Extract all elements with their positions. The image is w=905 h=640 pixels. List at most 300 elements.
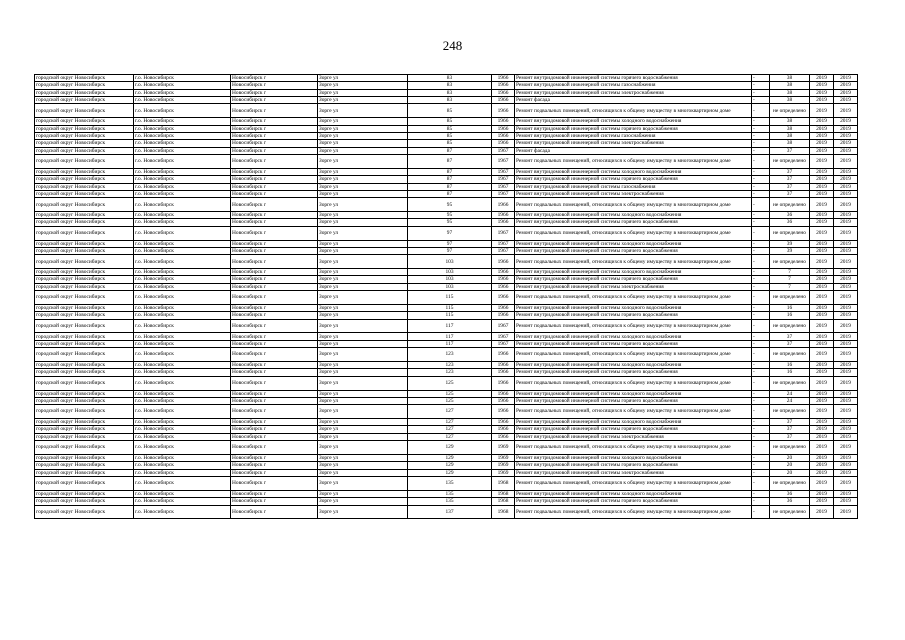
house-number-cell: 125 bbox=[408, 390, 492, 397]
municipality-cell: г.о. Новосибирск bbox=[134, 147, 231, 154]
district-cell: городской округ Новосибирск bbox=[35, 304, 134, 311]
street-cell: Зорге ул bbox=[318, 147, 408, 154]
start-year-cell: 2019 bbox=[810, 405, 834, 419]
street-cell: Зорге ул bbox=[318, 89, 408, 96]
street-cell: Зорге ул bbox=[318, 362, 408, 369]
municipality-cell: г.о. Новосибирск bbox=[134, 441, 231, 455]
end-year-cell: 2019 bbox=[834, 82, 858, 89]
work-type-cell: Ремонт подвальных помещений, относящихся к общему имуществу в многоквартирном доме bbox=[515, 441, 752, 455]
table-row bbox=[35, 490, 858, 497]
area-cell: 38 bbox=[770, 118, 810, 125]
end-year-cell: 2019 bbox=[834, 89, 858, 96]
municipality-cell: г.о. Новосибирск bbox=[134, 419, 231, 426]
settlement-cell: Новосибирск г bbox=[231, 183, 318, 190]
area-cell: не определено bbox=[770, 255, 810, 269]
area-cell: 7 bbox=[770, 276, 810, 283]
house-number-cell: 117 bbox=[408, 340, 492, 347]
street-cell: Зорге ул bbox=[318, 333, 408, 340]
street-cell: Зорге ул bbox=[318, 490, 408, 497]
settlement-cell: Новосибирск г bbox=[231, 476, 318, 490]
end-year-cell: 2019 bbox=[834, 147, 858, 154]
work-type-cell: Ремонт внутридомовой инженерной системы холодного водоснабжения bbox=[515, 304, 752, 311]
district-cell: городской округ Новосибирск bbox=[35, 369, 134, 376]
dash-cell: - bbox=[752, 255, 770, 269]
municipality-cell: г.о. Новосибирск bbox=[134, 405, 231, 419]
end-year-cell: 2019 bbox=[834, 97, 858, 104]
house-number-cell: 83 bbox=[408, 82, 492, 89]
work-type-cell: Ремонт внутридомовой инженерной системы электроснабжения bbox=[515, 89, 752, 96]
district-cell: городской округ Новосибирск bbox=[35, 75, 134, 82]
table-row bbox=[35, 276, 858, 283]
settlement-cell: Новосибирск г bbox=[231, 490, 318, 497]
year-built-cell: 1966 bbox=[492, 426, 515, 433]
start-year-cell: 2019 bbox=[810, 505, 834, 519]
house-number-cell: 125 bbox=[408, 397, 492, 404]
house-number-cell: 115 bbox=[408, 312, 492, 319]
district-cell: городской округ Новосибирск bbox=[35, 247, 134, 254]
area-cell: 37 bbox=[770, 147, 810, 154]
district-cell: городской округ Новосибирск bbox=[35, 454, 134, 461]
work-type-cell: Ремонт внутридомовой инженерной системы холодного водоснабжения bbox=[515, 240, 752, 247]
settlement-cell: Новосибирск г bbox=[231, 419, 318, 426]
start-year-cell: 2019 bbox=[810, 312, 834, 319]
work-type-cell: Ремонт внутридомовой инженерной системы газоснабжения bbox=[515, 132, 752, 139]
dash-cell: - bbox=[752, 155, 770, 169]
street-cell: Зорге ул bbox=[318, 104, 408, 118]
area-cell: не определено bbox=[770, 104, 810, 118]
district-cell: городской округ Новосибирск bbox=[35, 176, 134, 183]
work-type-cell: Ремонт подвальных помещений, относящихся к общему имуществу в многоквартирном доме bbox=[515, 476, 752, 490]
table-row bbox=[35, 82, 858, 89]
table-row bbox=[35, 419, 858, 426]
house-number-cell: 103 bbox=[408, 276, 492, 283]
street-cell: Зорге ул bbox=[318, 397, 408, 404]
district-cell: городской округ Новосибирск bbox=[35, 155, 134, 169]
year-built-cell: 1968 bbox=[492, 490, 515, 497]
work-type-cell: Ремонт внутридомовой инженерной системы холодного водоснабжения bbox=[515, 490, 752, 497]
municipality-cell: г.о. Новосибирск bbox=[134, 89, 231, 96]
area-cell: 38 bbox=[770, 140, 810, 147]
repair-schedule-table bbox=[34, 74, 858, 519]
start-year-cell: 2019 bbox=[810, 168, 834, 175]
dash-cell: - bbox=[752, 319, 770, 333]
street-cell: Зорге ул bbox=[318, 469, 408, 476]
table-row bbox=[35, 147, 858, 154]
year-built-cell: 1966 bbox=[492, 219, 515, 226]
dash-cell: - bbox=[752, 498, 770, 505]
area-cell: 16 bbox=[770, 369, 810, 376]
settlement-cell: Новосибирск г bbox=[231, 97, 318, 104]
settlement-cell: Новосибирск г bbox=[231, 212, 318, 219]
municipality-cell: г.о. Новосибирск bbox=[134, 462, 231, 469]
year-built-cell: 1967 bbox=[492, 340, 515, 347]
start-year-cell: 2019 bbox=[810, 219, 834, 226]
year-built-cell: 1967 bbox=[492, 168, 515, 175]
year-built-cell: 1966 bbox=[492, 304, 515, 311]
end-year-cell: 2019 bbox=[834, 276, 858, 283]
start-year-cell: 2019 bbox=[810, 333, 834, 340]
house-number-cell: 95 bbox=[408, 198, 492, 212]
house-number-cell: 97 bbox=[408, 240, 492, 247]
end-year-cell: 2019 bbox=[834, 104, 858, 118]
start-year-cell: 2019 bbox=[810, 454, 834, 461]
work-type-cell: Ремонт внутридомовой инженерной системы холодного водоснабжения bbox=[515, 212, 752, 219]
house-number-cell: 123 bbox=[408, 369, 492, 376]
table-row bbox=[35, 247, 858, 254]
end-year-cell: 2019 bbox=[834, 269, 858, 276]
work-type-cell: Ремонт внутридомовой инженерной системы горячего водоснабжения bbox=[515, 219, 752, 226]
district-cell: городской округ Новосибирск bbox=[35, 441, 134, 455]
district-cell: городской округ Новосибирск bbox=[35, 198, 134, 212]
end-year-cell: 2019 bbox=[834, 132, 858, 139]
table-row bbox=[35, 369, 858, 376]
house-number-cell: 85 bbox=[408, 140, 492, 147]
settlement-cell: Новосибирск г bbox=[231, 276, 318, 283]
municipality-cell: г.о. Новосибирск bbox=[134, 505, 231, 519]
table-row bbox=[35, 283, 858, 290]
dash-cell: - bbox=[752, 426, 770, 433]
municipality-cell: г.о. Новосибирск bbox=[134, 269, 231, 276]
year-built-cell: 1966 bbox=[492, 433, 515, 440]
end-year-cell: 2019 bbox=[834, 190, 858, 197]
end-year-cell: 2019 bbox=[834, 304, 858, 311]
municipality-cell: г.о. Новосибирск bbox=[134, 155, 231, 169]
year-built-cell: 1969 bbox=[492, 462, 515, 469]
street-cell: Зорге ул bbox=[318, 340, 408, 347]
end-year-cell: 2019 bbox=[834, 283, 858, 290]
work-type-cell: Ремонт внутридомовой инженерной системы горячего водоснабжения bbox=[515, 75, 752, 82]
street-cell: Зорге ул bbox=[318, 304, 408, 311]
dash-cell: - bbox=[752, 226, 770, 240]
settlement-cell: Новосибирск г bbox=[231, 255, 318, 269]
municipality-cell: г.о. Новосибирск bbox=[134, 97, 231, 104]
work-type-cell: Ремонт внутридомовой инженерной системы газоснабжения bbox=[515, 82, 752, 89]
street-cell: Зорге ул bbox=[318, 140, 408, 147]
settlement-cell: Новосибирск г bbox=[231, 304, 318, 311]
house-number-cell: 87 bbox=[408, 183, 492, 190]
municipality-cell: г.о. Новосибирск bbox=[134, 304, 231, 311]
table-row bbox=[35, 348, 858, 362]
street-cell: Зорге ул bbox=[318, 219, 408, 226]
end-year-cell: 2019 bbox=[834, 155, 858, 169]
dash-cell: - bbox=[752, 376, 770, 390]
settlement-cell: Новосибирск г bbox=[231, 498, 318, 505]
work-type-cell: Ремонт внутридомовой инженерной системы горячего водоснабжения bbox=[515, 247, 752, 254]
settlement-cell: Новосибирск г bbox=[231, 376, 318, 390]
area-cell: 24 bbox=[770, 390, 810, 397]
area-cell: не определено bbox=[770, 476, 810, 490]
year-built-cell: 1967 bbox=[492, 333, 515, 340]
table-row bbox=[35, 198, 858, 212]
dash-cell: - bbox=[752, 190, 770, 197]
area-cell: не определено bbox=[770, 291, 810, 305]
settlement-cell: Новосибирск г bbox=[231, 454, 318, 461]
table-row bbox=[35, 168, 858, 175]
municipality-cell: г.о. Новосибирск bbox=[134, 319, 231, 333]
start-year-cell: 2019 bbox=[810, 376, 834, 390]
end-year-cell: 2019 bbox=[834, 469, 858, 476]
house-number-cell: 137 bbox=[408, 505, 492, 519]
street-cell: Зорге ул bbox=[318, 183, 408, 190]
table-row bbox=[35, 226, 858, 240]
area-cell: не определено bbox=[770, 226, 810, 240]
house-number-cell: 85 bbox=[408, 118, 492, 125]
dash-cell: - bbox=[752, 82, 770, 89]
end-year-cell: 2019 bbox=[834, 198, 858, 212]
end-year-cell: 2019 bbox=[834, 140, 858, 147]
start-year-cell: 2019 bbox=[810, 125, 834, 132]
district-cell: городской округ Новосибирск bbox=[35, 276, 134, 283]
table-row bbox=[35, 176, 858, 183]
year-built-cell: 1968 bbox=[492, 505, 515, 519]
municipality-cell: г.о. Новосибирск bbox=[134, 469, 231, 476]
settlement-cell: Новосибирск г bbox=[231, 405, 318, 419]
end-year-cell: 2019 bbox=[834, 226, 858, 240]
work-type-cell: Ремонт внутридомовой инженерной системы горячего водоснабжения bbox=[515, 312, 752, 319]
end-year-cell: 2019 bbox=[834, 476, 858, 490]
work-type-cell: Ремонт внутридомовой инженерной системы электроснабжения bbox=[515, 469, 752, 476]
settlement-cell: Новосибирск г bbox=[231, 340, 318, 347]
settlement-cell: Новосибирск г bbox=[231, 283, 318, 290]
end-year-cell: 2019 bbox=[834, 498, 858, 505]
municipality-cell: г.о. Новосибирск bbox=[134, 312, 231, 319]
house-number-cell: 87 bbox=[408, 176, 492, 183]
table-row bbox=[35, 155, 858, 169]
district-cell: городской округ Новосибирск bbox=[35, 147, 134, 154]
street-cell: Зорге ул bbox=[318, 212, 408, 219]
municipality-cell: г.о. Новосибирск bbox=[134, 426, 231, 433]
dash-cell: - bbox=[752, 219, 770, 226]
area-cell: 38 bbox=[770, 75, 810, 82]
dash-cell: - bbox=[752, 340, 770, 347]
house-number-cell: 129 bbox=[408, 462, 492, 469]
work-type-cell: Ремонт внутридомовой инженерной системы холодного водоснабжения bbox=[515, 362, 752, 369]
year-built-cell: 1967 bbox=[492, 155, 515, 169]
street-cell: Зорге ул bbox=[318, 226, 408, 240]
work-type-cell: Ремонт внутридомовой инженерной системы горячего водоснабжения bbox=[515, 176, 752, 183]
street-cell: Зорге ул bbox=[318, 176, 408, 183]
year-built-cell: 1966 bbox=[492, 104, 515, 118]
municipality-cell: г.о. Новосибирск bbox=[134, 476, 231, 490]
end-year-cell: 2019 bbox=[834, 183, 858, 190]
work-type-cell: Ремонт внутридомовой инженерной системы электроснабжения bbox=[515, 140, 752, 147]
start-year-cell: 2019 bbox=[810, 190, 834, 197]
end-year-cell: 2019 bbox=[834, 118, 858, 125]
end-year-cell: 2019 bbox=[834, 505, 858, 519]
street-cell: Зорге ул bbox=[318, 419, 408, 426]
start-year-cell: 2019 bbox=[810, 176, 834, 183]
street-cell: Зорге ул bbox=[318, 454, 408, 461]
street-cell: Зорге ул bbox=[318, 426, 408, 433]
dash-cell: - bbox=[752, 176, 770, 183]
year-built-cell: 1966 bbox=[492, 362, 515, 369]
settlement-cell: Новосибирск г bbox=[231, 82, 318, 89]
year-built-cell: 1966 bbox=[492, 369, 515, 376]
table-row bbox=[35, 269, 858, 276]
settlement-cell: Новосибирск г bbox=[231, 240, 318, 247]
end-year-cell: 2019 bbox=[834, 212, 858, 219]
end-year-cell: 2019 bbox=[834, 369, 858, 376]
end-year-cell: 2019 bbox=[834, 376, 858, 390]
municipality-cell: г.о. Новосибирск bbox=[134, 291, 231, 305]
dash-cell: - bbox=[752, 304, 770, 311]
municipality-cell: г.о. Новосибирск bbox=[134, 490, 231, 497]
district-cell: городской округ Новосибирск bbox=[35, 340, 134, 347]
dash-cell: - bbox=[752, 312, 770, 319]
year-built-cell: 1968 bbox=[492, 498, 515, 505]
area-cell: не определено bbox=[770, 441, 810, 455]
work-type-cell: Ремонт внутридомовой инженерной системы холодного водоснабжения bbox=[515, 269, 752, 276]
dash-cell: - bbox=[752, 240, 770, 247]
settlement-cell: Новосибирск г bbox=[231, 462, 318, 469]
start-year-cell: 2019 bbox=[810, 362, 834, 369]
street-cell: Зорге ул bbox=[318, 498, 408, 505]
table-row bbox=[35, 454, 858, 461]
area-cell: 16 bbox=[770, 304, 810, 311]
area-cell: 36 bbox=[770, 490, 810, 497]
house-number-cell: 87 bbox=[408, 155, 492, 169]
year-built-cell: 1968 bbox=[492, 476, 515, 490]
district-cell: городской округ Новосибирск bbox=[35, 125, 134, 132]
year-built-cell: 1966 bbox=[492, 397, 515, 404]
work-type-cell: Ремонт подвальных помещений, относящихся к общему имуществу в многоквартирном доме bbox=[515, 155, 752, 169]
municipality-cell: г.о. Новосибирск bbox=[134, 397, 231, 404]
area-cell: 37 bbox=[770, 419, 810, 426]
start-year-cell: 2019 bbox=[810, 240, 834, 247]
street-cell: Зорге ул bbox=[318, 291, 408, 305]
district-cell: городской округ Новосибирск bbox=[35, 132, 134, 139]
municipality-cell: г.о. Новосибирск bbox=[134, 247, 231, 254]
district-cell: городской округ Новосибирск bbox=[35, 212, 134, 219]
year-built-cell: 1966 bbox=[492, 97, 515, 104]
table-row bbox=[35, 183, 858, 190]
start-year-cell: 2019 bbox=[810, 469, 834, 476]
settlement-cell: Новосибирск г bbox=[231, 132, 318, 139]
work-type-cell: Ремонт подвальных помещений, относящихся к общему имуществу в многоквартирном доме bbox=[515, 198, 752, 212]
year-built-cell: 1966 bbox=[492, 75, 515, 82]
settlement-cell: Новосибирск г bbox=[231, 433, 318, 440]
district-cell: городской округ Новосибирск bbox=[35, 476, 134, 490]
year-built-cell: 1967 bbox=[492, 319, 515, 333]
end-year-cell: 2019 bbox=[834, 462, 858, 469]
street-cell: Зорге ул bbox=[318, 247, 408, 254]
house-number-cell: 129 bbox=[408, 454, 492, 461]
street-cell: Зорге ул bbox=[318, 132, 408, 139]
table-row bbox=[35, 125, 858, 132]
street-cell: Зорге ул bbox=[318, 125, 408, 132]
work-type-cell: Ремонт внутридомовой инженерной системы горячего водоснабжения bbox=[515, 369, 752, 376]
end-year-cell: 2019 bbox=[834, 240, 858, 247]
settlement-cell: Новосибирск г bbox=[231, 269, 318, 276]
table-row bbox=[35, 426, 858, 433]
table-row bbox=[35, 240, 858, 247]
work-type-cell: Ремонт внутридомовой инженерной системы электроснабжения bbox=[515, 433, 752, 440]
year-built-cell: 1966 bbox=[492, 376, 515, 390]
table-row bbox=[35, 140, 858, 147]
district-cell: городской округ Новосибирск bbox=[35, 240, 134, 247]
start-year-cell: 2019 bbox=[810, 75, 834, 82]
end-year-cell: 2019 bbox=[834, 168, 858, 175]
work-type-cell: Ремонт внутридомовой инженерной системы горячего водоснабжения bbox=[515, 426, 752, 433]
dash-cell: - bbox=[752, 454, 770, 461]
dash-cell: - bbox=[752, 397, 770, 404]
settlement-cell: Новосибирск г bbox=[231, 426, 318, 433]
table-row bbox=[35, 397, 858, 404]
table-row bbox=[35, 219, 858, 226]
settlement-cell: Новосибирск г bbox=[231, 247, 318, 254]
municipality-cell: г.о. Новосибирск bbox=[134, 132, 231, 139]
district-cell: городской округ Новосибирск bbox=[35, 362, 134, 369]
house-number-cell: 135 bbox=[408, 498, 492, 505]
dash-cell: - bbox=[752, 462, 770, 469]
house-number-cell: 103 bbox=[408, 255, 492, 269]
work-type-cell: Ремонт подвальных помещений, относящихся к общему имуществу в многоквартирном доме bbox=[515, 226, 752, 240]
street-cell: Зорге ул bbox=[318, 283, 408, 290]
start-year-cell: 2019 bbox=[810, 490, 834, 497]
end-year-cell: 2019 bbox=[834, 405, 858, 419]
start-year-cell: 2019 bbox=[810, 269, 834, 276]
end-year-cell: 2019 bbox=[834, 176, 858, 183]
house-number-cell: 117 bbox=[408, 319, 492, 333]
area-cell: 36 bbox=[770, 219, 810, 226]
work-type-cell: Ремонт внутридомовой инженерной системы горячего водоснабжения bbox=[515, 397, 752, 404]
street-cell: Зорге ул bbox=[318, 190, 408, 197]
district-cell: городской округ Новосибирск bbox=[35, 490, 134, 497]
street-cell: Зорге ул bbox=[318, 312, 408, 319]
street-cell: Зорге ул bbox=[318, 82, 408, 89]
dash-cell: - bbox=[752, 125, 770, 132]
municipality-cell: г.о. Новосибирск bbox=[134, 82, 231, 89]
settlement-cell: Новосибирск г bbox=[231, 125, 318, 132]
dash-cell: - bbox=[752, 140, 770, 147]
table-row bbox=[35, 362, 858, 369]
start-year-cell: 2019 bbox=[810, 369, 834, 376]
settlement-cell: Новосибирск г bbox=[231, 397, 318, 404]
dash-cell: - bbox=[752, 490, 770, 497]
house-number-cell: 127 bbox=[408, 405, 492, 419]
year-built-cell: 1966 bbox=[492, 140, 515, 147]
area-cell: 39 bbox=[770, 240, 810, 247]
area-cell: 39 bbox=[770, 247, 810, 254]
work-type-cell: Ремонт внутридомовой инженерной системы холодного водоснабжения bbox=[515, 168, 752, 175]
dash-cell: - bbox=[752, 405, 770, 419]
area-cell: не определено bbox=[770, 155, 810, 169]
area-cell: 37 bbox=[770, 433, 810, 440]
district-cell: городской округ Новосибирск bbox=[35, 462, 134, 469]
area-cell: 38 bbox=[770, 89, 810, 96]
settlement-cell: Новосибирск г bbox=[231, 176, 318, 183]
house-number-cell: 85 bbox=[408, 104, 492, 118]
area-cell: 7 bbox=[770, 269, 810, 276]
house-number-cell: 83 bbox=[408, 89, 492, 96]
area-cell: 20 bbox=[770, 462, 810, 469]
area-cell: 36 bbox=[770, 212, 810, 219]
settlement-cell: Новосибирск г bbox=[231, 333, 318, 340]
area-cell: 7 bbox=[770, 283, 810, 290]
area-cell: 37 bbox=[770, 340, 810, 347]
year-built-cell: 1966 bbox=[492, 198, 515, 212]
end-year-cell: 2019 bbox=[834, 255, 858, 269]
dash-cell: - bbox=[752, 132, 770, 139]
table-row bbox=[35, 190, 858, 197]
settlement-cell: Новосибирск г bbox=[231, 89, 318, 96]
year-built-cell: 1966 bbox=[492, 125, 515, 132]
start-year-cell: 2019 bbox=[810, 348, 834, 362]
dash-cell: - bbox=[752, 147, 770, 154]
work-type-cell: Ремонт внутридомовой инженерной системы холодного водоснабжения bbox=[515, 419, 752, 426]
start-year-cell: 2019 bbox=[810, 390, 834, 397]
street-cell: Зорге ул bbox=[318, 269, 408, 276]
